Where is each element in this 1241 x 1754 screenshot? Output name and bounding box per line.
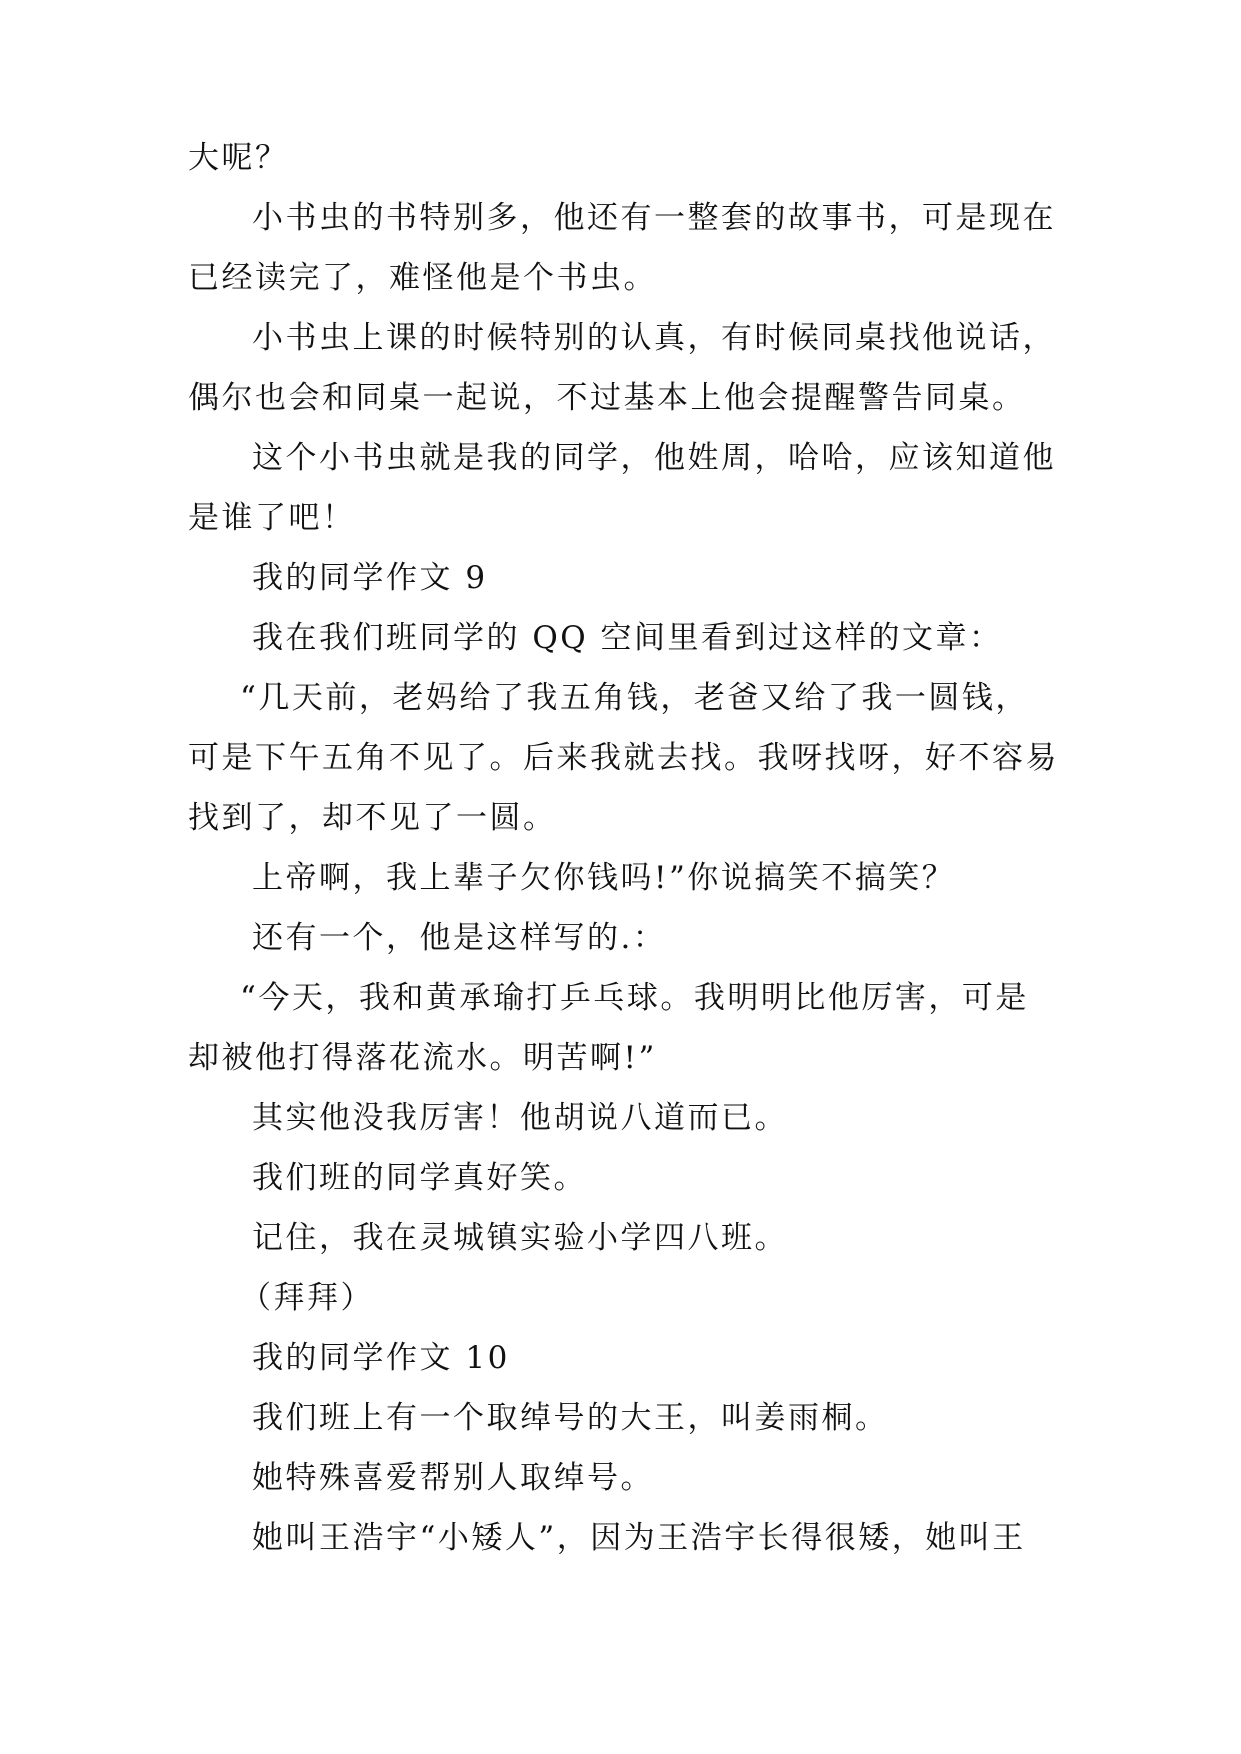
text-line: 上帝啊，我上辈子欠你钱吗!”你说搞笑不搞笑？	[252, 860, 956, 896]
text-line: 小书虫的书特别多，他还有一整套的故事书，可是现在	[252, 200, 1056, 236]
text-line: 是谁了吧！	[188, 500, 356, 536]
text-line: （拜拜）	[240, 1280, 374, 1316]
text-line: 我们班的同学真好笑。	[252, 1160, 587, 1196]
text-line: “今天，我和黄承瑜打乒乓球。我明明比他厉害，可是	[240, 980, 1029, 1016]
text-line: 记住，我在灵城镇实验小学四八班。	[252, 1220, 788, 1256]
section-heading: 我的同学作文 10	[252, 1340, 510, 1376]
text-line: 我在我们班同学的 QQ 空间里看到过这样的文章：	[252, 620, 1003, 656]
section-heading: 我的同学作文 9	[252, 560, 488, 596]
text-line: 其实他没我厉害！他胡说八道而已。	[252, 1100, 788, 1136]
text-line: 找到了，却不见了一圆。	[188, 800, 557, 836]
text-line: 我们班上有一个取绰号的大王，叫姜雨桐。	[252, 1400, 889, 1436]
text-line: 她叫王浩宇“小矮人”，因为王浩宇长得很矮，她叫王	[252, 1520, 1026, 1556]
text-line: “几天前，老妈给了我五角钱，老爸又给了我一圆钱，	[240, 680, 1029, 716]
text-line: 可是下午五角不见了。后来我就去找。我呀找呀，好不容易	[188, 740, 1059, 776]
text-line: 偶尔也会和同桌一起说，不过基本上他会提醒警告同桌。	[188, 380, 1026, 416]
text-line: 小书虫上课的时候特别的认真，有时候同桌找他说话，	[252, 320, 1056, 356]
text-line: 她特殊喜爱帮别人取绰号。	[252, 1460, 654, 1496]
text-line: 还有一个，他是这样写的.：	[252, 920, 667, 956]
text-line: 这个小书虫就是我的同学，他姓周，哈哈，应该知道他	[252, 440, 1056, 476]
text-line: 已经读完了，难怪他是个书虫。	[188, 260, 657, 296]
text-line: 却被他打得落花流水。明苦啊!”	[188, 1040, 657, 1076]
text-line: 大呢？	[188, 140, 289, 176]
